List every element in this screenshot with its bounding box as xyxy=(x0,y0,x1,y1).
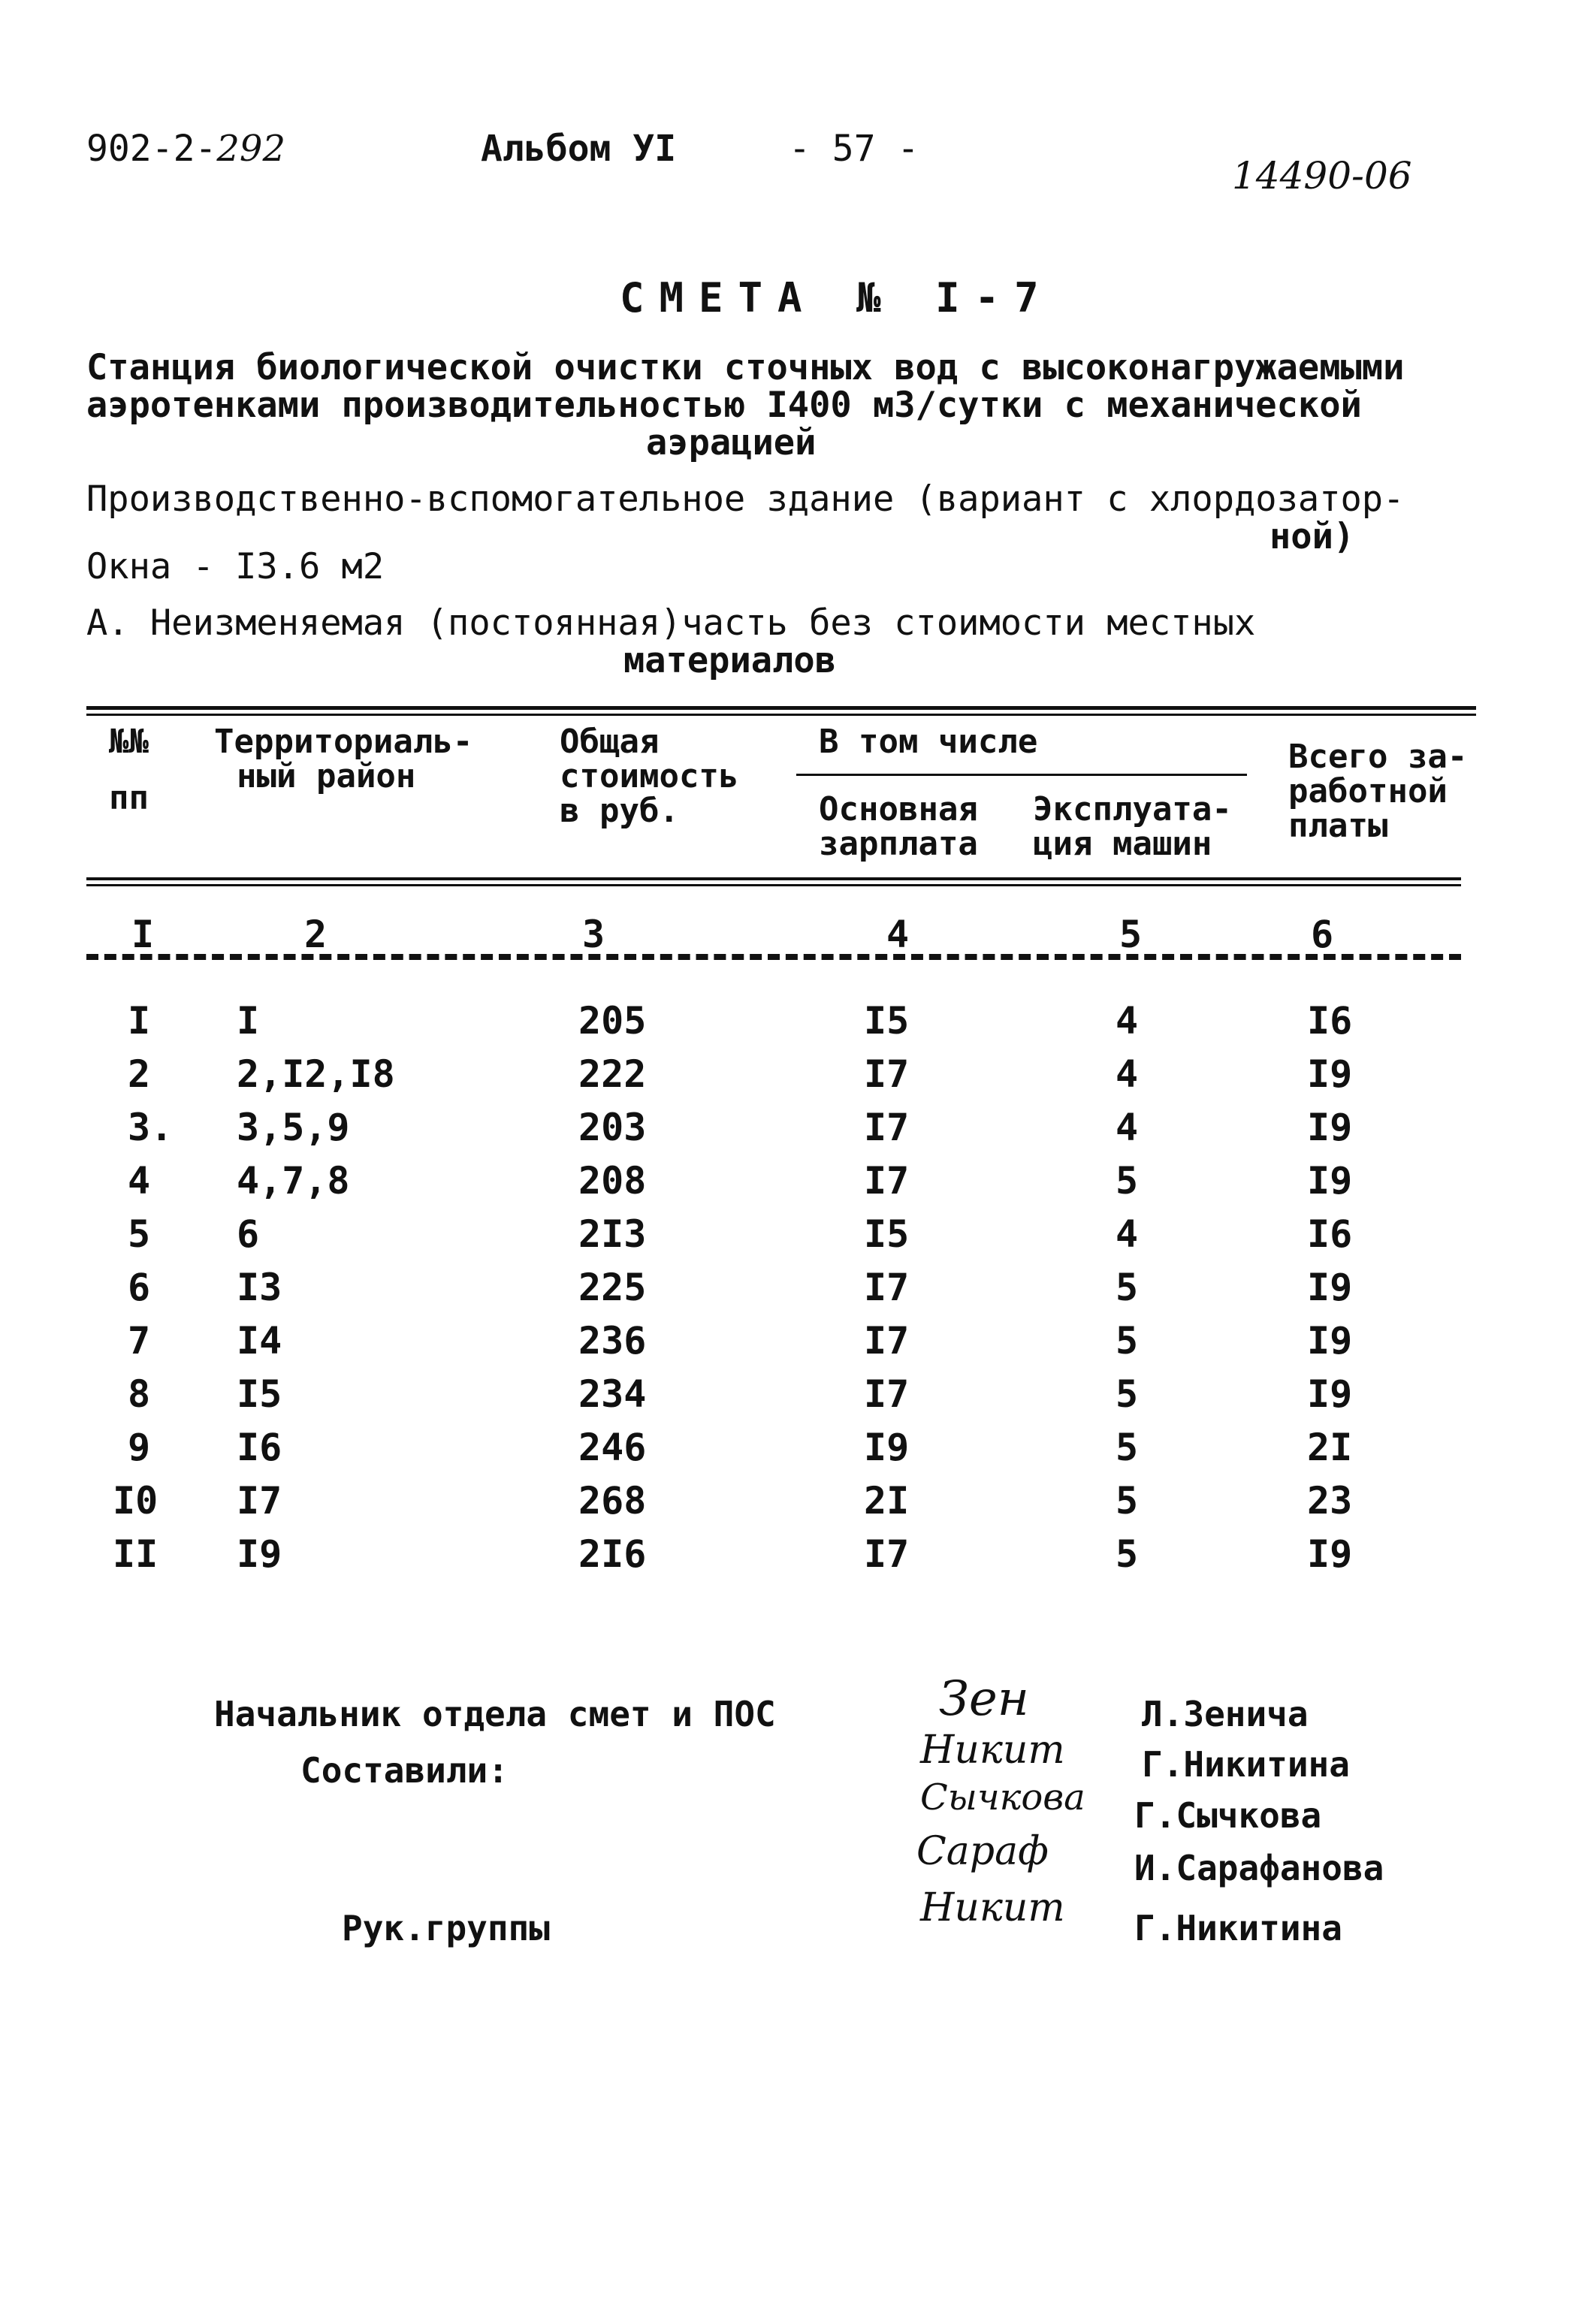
cell-num: II xyxy=(113,1532,159,1576)
cell-machines: 4 xyxy=(1116,1212,1139,1256)
section-line-2: материалов xyxy=(623,640,836,681)
windows-area: Окна - I3.6 м2 xyxy=(86,546,385,587)
cell-wage: 2I xyxy=(864,1479,910,1523)
subtitle-line-1: Станция биологической очистки сточных вод с высоконагружаемыми xyxy=(86,347,1405,388)
cell-all-wage: I9 xyxy=(1307,1372,1353,1416)
cell-wage: I7 xyxy=(864,1106,910,1149)
section-line-1: А. Неизменяемая (постоянная)часть без стоимости местных xyxy=(86,602,1256,644)
cell-total: 236 xyxy=(578,1319,647,1363)
table-top-rule xyxy=(86,706,1476,710)
cell-region: 2,I2,I8 xyxy=(237,1052,395,1096)
cell-region: I xyxy=(237,999,260,1043)
document-code-printed: 902-2- xyxy=(86,128,217,170)
cell-total: 222 xyxy=(578,1052,647,1096)
document-code-handwritten: 292 xyxy=(216,128,286,170)
cell-all-wage: I9 xyxy=(1307,1532,1353,1576)
signature-3: Сычкова xyxy=(920,1776,1085,1818)
col-number-5: 5 xyxy=(1119,913,1143,956)
album-label: Альбом УI xyxy=(481,128,677,170)
cell-total: 268 xyxy=(578,1479,647,1523)
column-numbers-dashed-rule xyxy=(86,954,1461,960)
header-total-2: стоимость xyxy=(560,757,739,795)
signer-name-5: Г.Никитина xyxy=(1134,1908,1342,1948)
header-wage-2: зарплата xyxy=(819,825,978,863)
cell-machines: 5 xyxy=(1116,1532,1139,1576)
signature-2: Никит xyxy=(920,1728,1065,1773)
col-number-1: I xyxy=(131,913,155,956)
cell-num: 2 xyxy=(128,1052,151,1096)
cell-machines: 5 xyxy=(1116,1426,1139,1469)
cell-region: I9 xyxy=(237,1532,282,1576)
cell-region: I4 xyxy=(237,1319,282,1363)
document-code xyxy=(86,128,285,170)
cell-num: 4 xyxy=(128,1159,151,1203)
cell-all-wage: I9 xyxy=(1307,1052,1353,1096)
document-title: СМЕТА № I-7 xyxy=(620,274,1054,321)
cell-num: 8 xyxy=(128,1372,151,1416)
signature-4: Сараф xyxy=(916,1829,1049,1874)
cell-num: I xyxy=(128,999,151,1043)
cell-num: 5 xyxy=(128,1212,151,1256)
cell-total: 203 xyxy=(578,1106,647,1149)
cell-wage: I5 xyxy=(864,999,910,1043)
cell-wage: I7 xyxy=(864,1266,910,1309)
cell-all-wage: 23 xyxy=(1307,1479,1353,1523)
cell-num: I0 xyxy=(113,1479,159,1523)
cell-machines: 4 xyxy=(1116,1106,1139,1149)
cell-all-wage: 2I xyxy=(1307,1426,1353,1469)
cell-all-wage: I9 xyxy=(1307,1319,1353,1363)
cell-total: 2I3 xyxy=(578,1212,647,1256)
signer-name-3: Г.Сычкова xyxy=(1134,1795,1322,1836)
cell-region: I7 xyxy=(237,1479,282,1523)
header-all-wage-1: Всего за- xyxy=(1288,738,1468,776)
cell-machines: 5 xyxy=(1116,1479,1139,1523)
header-bottom-rule-2 xyxy=(86,884,1461,886)
cell-total: 205 xyxy=(578,999,647,1043)
building-line-2: ной) xyxy=(1270,516,1355,557)
header-group: В том числе xyxy=(819,723,1038,761)
cell-all-wage: I6 xyxy=(1307,1212,1353,1256)
header-num-2: пп xyxy=(109,779,149,817)
cell-wage: I7 xyxy=(864,1052,910,1096)
cell-num: 3. xyxy=(128,1106,174,1149)
col-number-3: 3 xyxy=(582,913,605,956)
header-total-1: Общая xyxy=(560,723,660,761)
signer-name-4: И.Сарафанова xyxy=(1134,1848,1384,1888)
subtitle-line-3: аэрацией xyxy=(646,422,817,463)
header-region-1: Территориаль- xyxy=(214,723,473,761)
cell-machines: 5 xyxy=(1116,1266,1139,1309)
inventory-number-handwritten: 14490-06 xyxy=(1232,154,1412,198)
cell-machines: 5 xyxy=(1116,1319,1139,1363)
signature-1: Зен xyxy=(939,1671,1029,1727)
signature-5: Никит xyxy=(920,1885,1065,1930)
subtitle-line-2: аэротенками производительностью I400 м3/сутки с механической xyxy=(86,385,1362,426)
col-number-4: 4 xyxy=(886,913,910,956)
header-region-2: ный район xyxy=(237,757,416,795)
cell-num: 6 xyxy=(128,1266,151,1309)
cell-wage: I9 xyxy=(864,1426,910,1469)
cell-wage: I7 xyxy=(864,1532,910,1576)
role-compiled-by: Составили: xyxy=(300,1750,509,1791)
cell-machines: 5 xyxy=(1116,1372,1139,1416)
cell-num: 7 xyxy=(128,1319,151,1363)
cell-region: 4,7,8 xyxy=(237,1159,350,1203)
cell-wage: I7 xyxy=(864,1372,910,1416)
cell-region: I5 xyxy=(237,1372,282,1416)
cell-total: 2I6 xyxy=(578,1532,647,1576)
cell-total: 246 xyxy=(578,1426,647,1469)
header-num-1: №№ xyxy=(109,723,149,761)
header-group-rule xyxy=(796,774,1247,776)
cell-all-wage: I6 xyxy=(1307,999,1353,1043)
col-number-2: 2 xyxy=(304,913,328,956)
cell-total: 225 xyxy=(578,1266,647,1309)
cell-all-wage: I9 xyxy=(1307,1159,1353,1203)
cell-wage: I5 xyxy=(864,1212,910,1256)
cell-machines: 4 xyxy=(1116,1052,1139,1096)
cell-total: 208 xyxy=(578,1159,647,1203)
cell-region: 3,5,9 xyxy=(237,1106,350,1149)
signer-name-1: Л.Зенича xyxy=(1142,1694,1309,1734)
header-bottom-rule xyxy=(86,877,1461,880)
header-machines-1: Эксплуата- xyxy=(1033,790,1232,828)
cell-machines: 4 xyxy=(1116,999,1139,1043)
col-number-6: 6 xyxy=(1311,913,1334,956)
cell-wage: I7 xyxy=(864,1319,910,1363)
cell-num: 9 xyxy=(128,1426,151,1469)
cell-region: I6 xyxy=(237,1426,282,1469)
cell-region: 6 xyxy=(237,1212,260,1256)
cell-total: 234 xyxy=(578,1372,647,1416)
role-head-of-department: Начальник отдела смет и ПОС xyxy=(214,1694,776,1734)
cell-all-wage: I9 xyxy=(1307,1266,1353,1309)
header-machines-2: ция машин xyxy=(1033,825,1212,863)
header-total-3: в руб. xyxy=(560,792,679,830)
header-all-wage-3: платы xyxy=(1288,807,1388,845)
cell-all-wage: I9 xyxy=(1307,1106,1353,1149)
cell-region: I3 xyxy=(237,1266,282,1309)
role-group-leader: Рук.группы xyxy=(342,1908,550,1948)
table-top-rule-2 xyxy=(86,714,1476,716)
building-line-1: Производственно-вспомогательное здание (вариант с хлордозатор- xyxy=(86,478,1405,520)
page-number: - 57 - xyxy=(789,128,919,170)
header-all-wage-2: работной xyxy=(1288,772,1448,810)
cell-machines: 5 xyxy=(1116,1159,1139,1203)
signer-name-2: Г.Никитина xyxy=(1142,1744,1350,1785)
header-wage-1: Основная xyxy=(819,790,978,828)
cell-wage: I7 xyxy=(864,1159,910,1203)
